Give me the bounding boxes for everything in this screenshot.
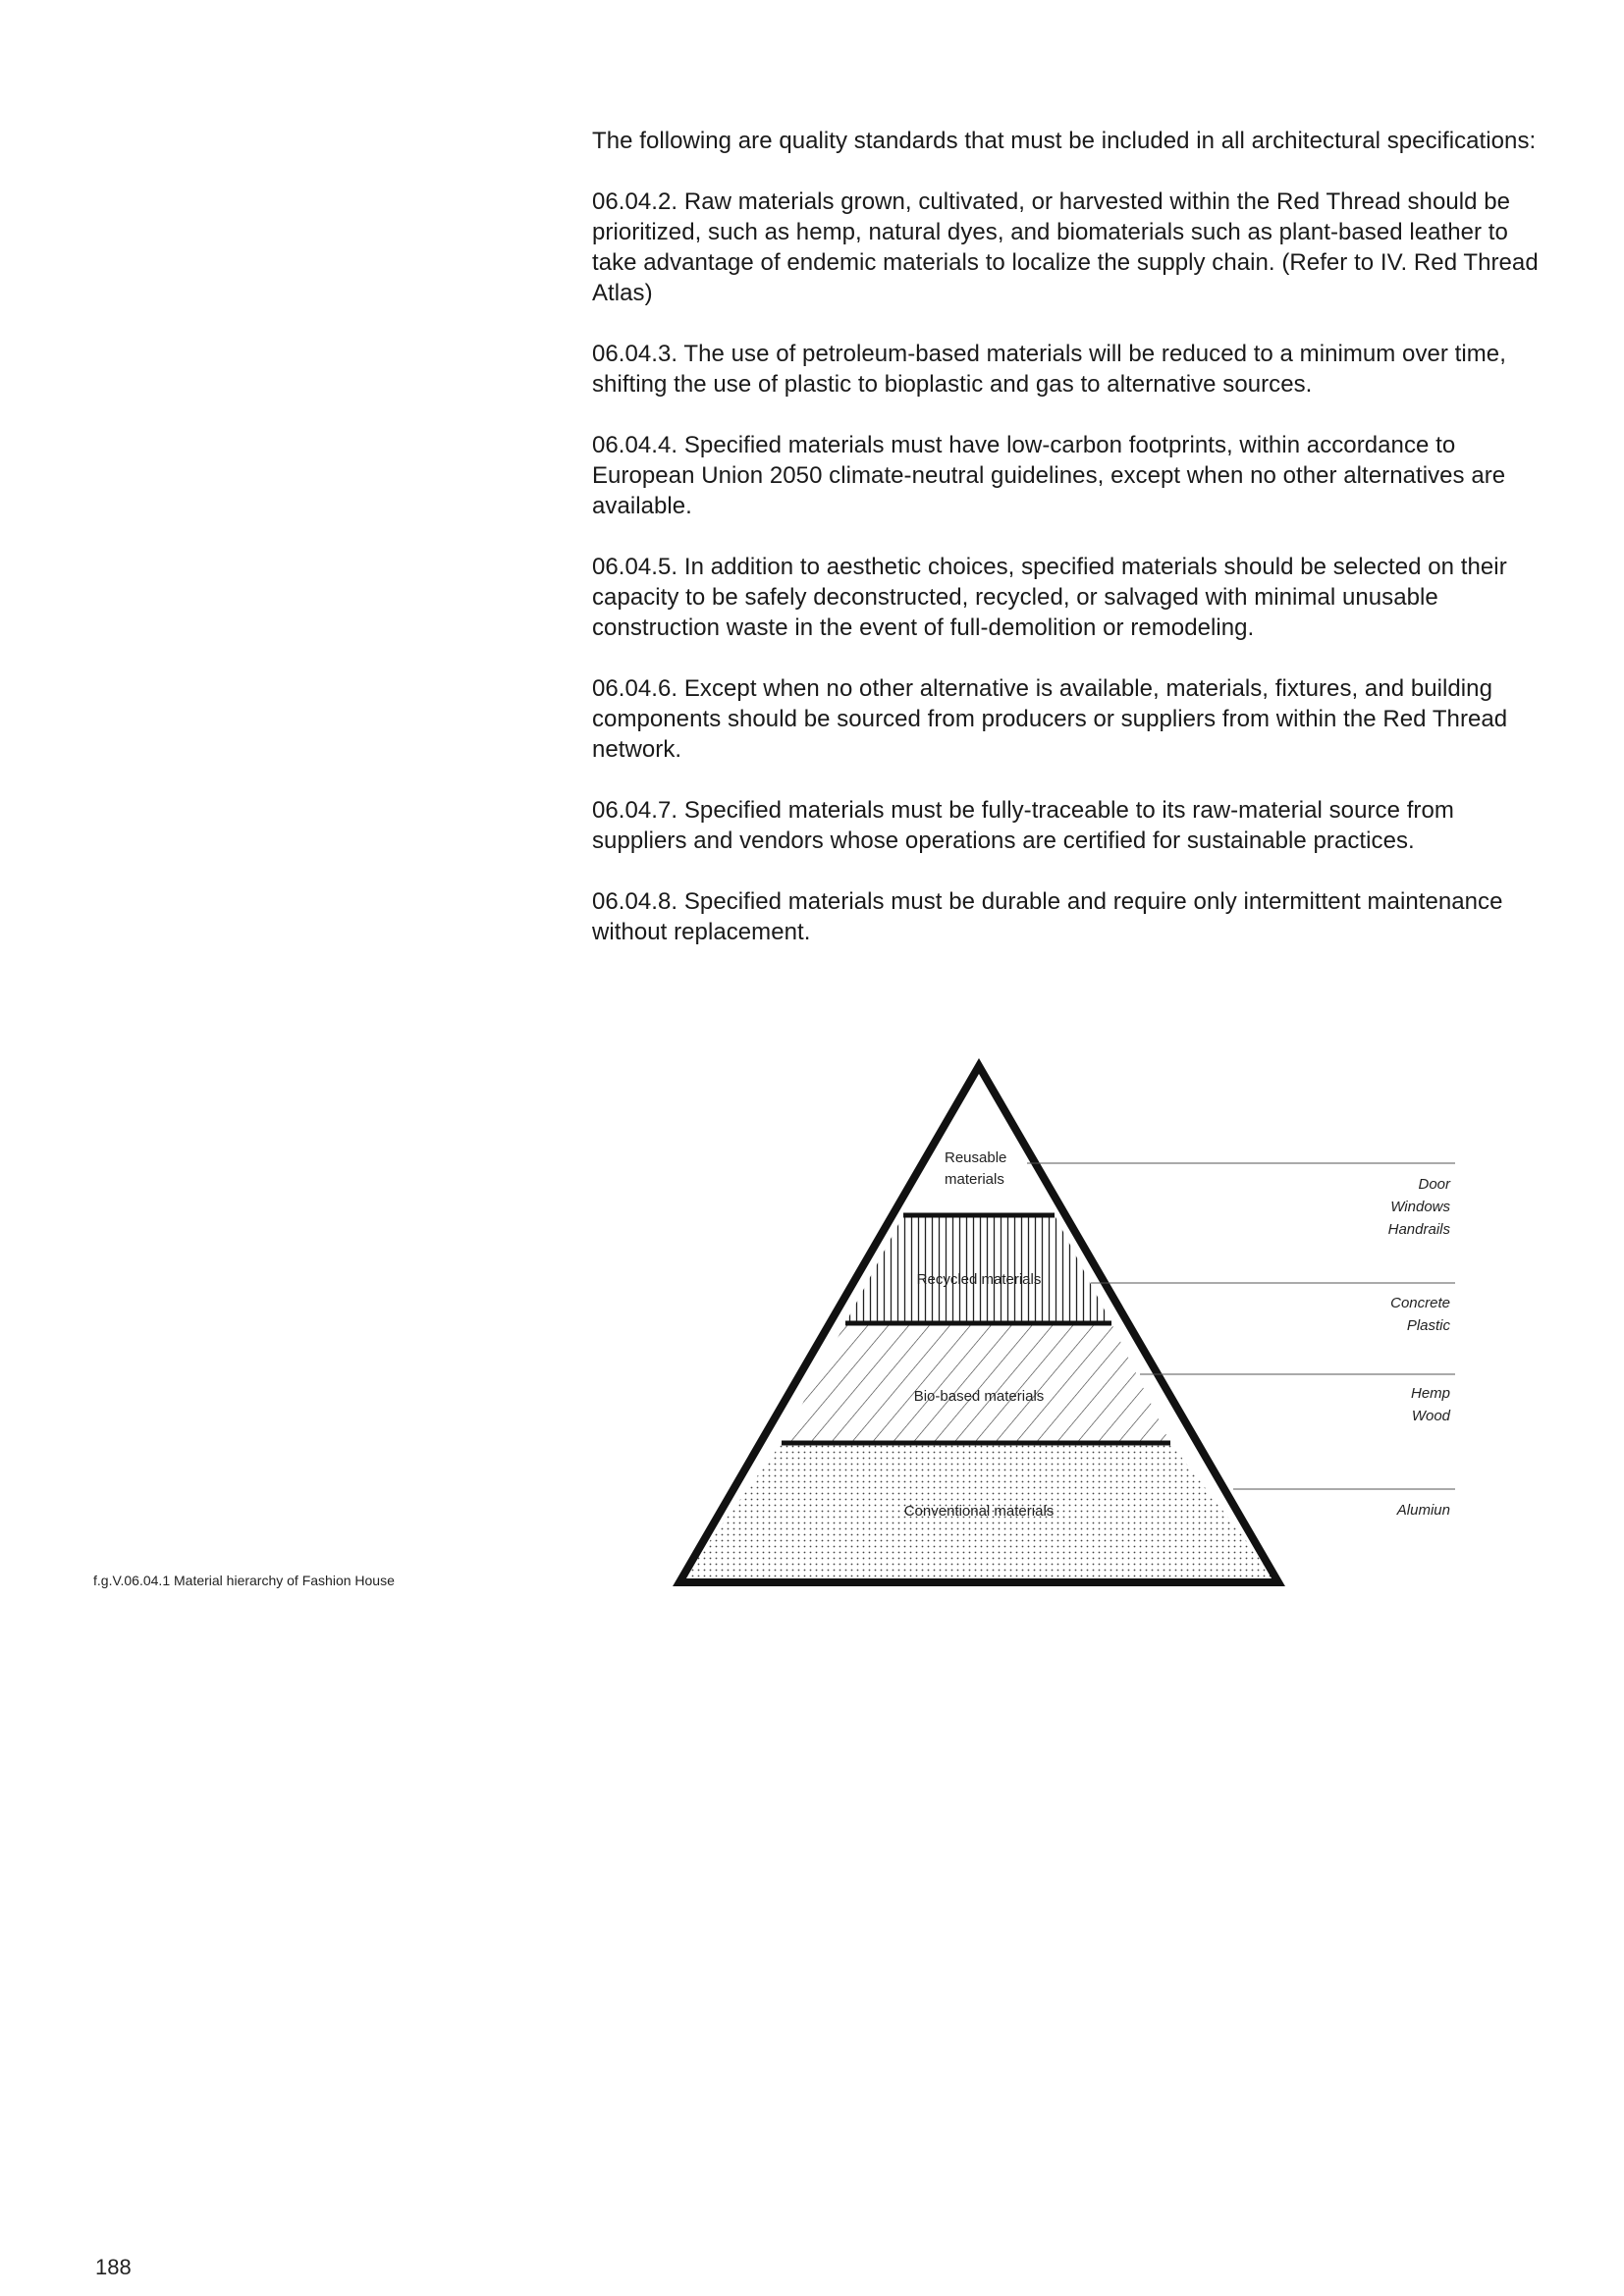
intro-paragraph: The following are quality standards that must be included in all architectural specifications: xyxy=(592,128,1537,154)
example-wood: Wood xyxy=(1411,1408,1450,1424)
layer-label-reusable-line2: materials xyxy=(945,1171,1004,1188)
layer-label-reusable-line1: Reusable xyxy=(945,1149,1007,1166)
standard-06-04-3: 06.04.3. The use of petroleum-based materials will be reduced to a minimum over time, shifting the use of plastic to bioplastic and gas to alternative sources. xyxy=(592,341,1506,398)
standard-06-04-4: 06.04.4. Specified materials must have low-carbon footprints, within accordance to European Union 2050 climate-neutral guidelines, except when no other alternatives are available. xyxy=(592,432,1506,519)
example-alumiun: Alumiun xyxy=(1396,1502,1450,1519)
standard-06-04-8: 06.04.8. Specified materials must be durable and require only intermittent maintenance without replacement. xyxy=(592,888,1503,945)
layer-label-recycled: Recycled materials xyxy=(916,1271,1042,1288)
standard-06-04-5: 06.04.5. In addition to aesthetic choices, specified materials should be selected on their capacity to be safely deconstructed, recycled, or salvaged with minimal unusable construction waste in the event of full-demolition or remodeling. xyxy=(592,554,1507,641)
example-door: Door xyxy=(1418,1176,1450,1193)
example-concrete: Concrete xyxy=(1390,1295,1450,1311)
example-plastic: Plastic xyxy=(1406,1317,1450,1334)
standard-06-04-2: 06.04.2. Raw materials grown, cultivated, or harvested within the Red Thread should be prioritized, such as hemp, natural dyes, and biomaterials such as plant-based leather to take advantage of endemic materials to localize the supply chain. (Refer to IV. Red Thread Atlas) xyxy=(592,188,1539,306)
standard-06-04-6: 06.04.6. Except when no other alternative is available, materials, fixtures, and building components should be sourced from producers or suppliers from within the Red Thread network. xyxy=(592,675,1508,763)
body-text xyxy=(592,126,1554,978)
page-number: 188 xyxy=(95,2255,132,2279)
standard-06-04-7: 06.04.7. Specified materials must be fully-traceable to its raw-material source from suppliers and vendors whose operations are certified for sustainable practices. xyxy=(592,797,1454,854)
figure-caption: f.g.V.06.04.1 Material hierarchy of Fashion House xyxy=(93,1573,395,1588)
material-hierarchy-pyramid xyxy=(668,1050,1473,1600)
layer-label-biobased: Bio-based materials xyxy=(913,1388,1045,1405)
example-hemp: Hemp xyxy=(1410,1385,1450,1402)
layer-biobased-fill xyxy=(782,1323,1170,1443)
example-handrails: Handrails xyxy=(1387,1221,1450,1238)
pyramid-diagram xyxy=(668,1050,1473,1600)
layer-label-conventional: Conventional materials xyxy=(903,1503,1055,1520)
example-windows: Windows xyxy=(1390,1199,1450,1215)
